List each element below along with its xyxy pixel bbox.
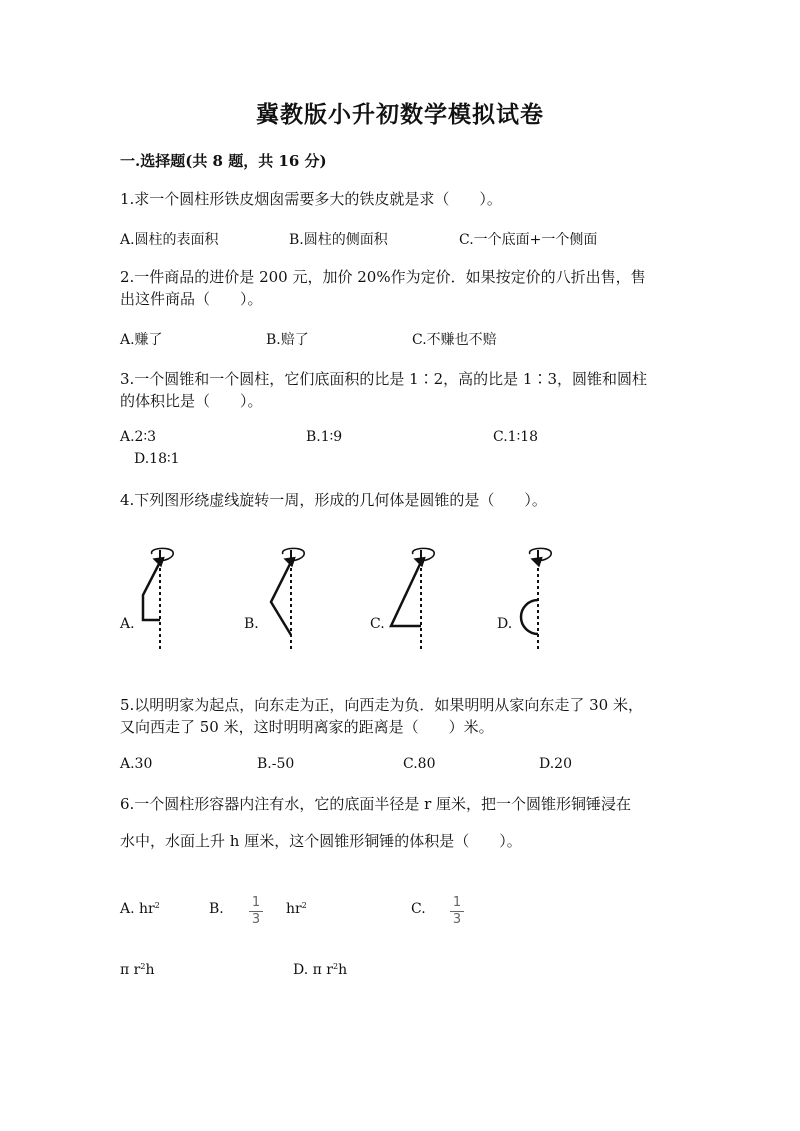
page-title: 冀教版小升初数学模拟试卷 [256, 101, 544, 128]
h-text: h [145, 962, 155, 978]
q6-option-d[interactable] [293, 962, 347, 978]
question-6-line-2: 水中，水面上升 h 厘米，这个圆锥形铜锤的体积是（ ）。 [120, 832, 522, 850]
q3-option-b[interactable]: B.1∶9 [306, 429, 343, 445]
fraction-denominator: 3 [251, 912, 261, 927]
figure-a[interactable] [143, 548, 173, 650]
q6-option-c-label[interactable]: C. [411, 901, 426, 917]
fraction-denominator: 3 [452, 912, 462, 927]
q6-option-d-text: D. π r [293, 962, 333, 978]
q3-option-d[interactable]: D.18∶1 [134, 451, 180, 467]
question-2-line-2: 出这件商品（ ）。 [120, 290, 263, 308]
superscript-2: 2 [301, 901, 307, 910]
q3-option-a[interactable]: A.2∶3 [120, 429, 157, 445]
q1-option-c[interactable]: C.一个底面+一个侧面 [459, 232, 598, 248]
question-1-text: 1.求一个圆柱形铁皮烟囱需要多大的铁皮就是求（ ）。 [120, 190, 502, 208]
figure-label-c[interactable]: C. [370, 616, 385, 632]
q6-option-c-continuation [120, 962, 154, 978]
q5-option-d[interactable]: D.20 [539, 756, 572, 772]
q1-option-b[interactable]: B.圆柱的侧面积 [289, 232, 388, 248]
q5-option-a[interactable]: A.30 [120, 756, 153, 772]
q6-option-b-label[interactable]: B. [209, 901, 224, 917]
h-text: h [338, 962, 348, 978]
fraction-one-third-c [447, 896, 467, 927]
question-3-line-2: 的体积比是（ ）。 [120, 392, 263, 410]
question-3-line-1: 3.一个圆锥和一个圆柱，它们底面积的比是 1∶2，高的比是 1∶3，圆锥和圆柱 [120, 370, 648, 388]
fraction-one-third-b [246, 896, 266, 927]
question-4-text: 4.下列图形绕虚线旋转一周，形成的几何体是圆锥的是（ ）。 [120, 491, 547, 509]
q6-option-b-tail [286, 901, 307, 917]
fraction-numerator: 1 [452, 895, 462, 910]
superscript-2: 2 [154, 901, 160, 910]
question-2-line-1: 2.一件商品的进价是 200 元，加价 20%作为定价．如果按定价的八折出售，售 [120, 268, 646, 286]
q6-option-a[interactable] [120, 901, 160, 917]
pi-r-text: π r [120, 962, 141, 978]
q2-option-c[interactable]: C.不赚也不赔 [412, 332, 497, 348]
q5-option-c[interactable]: C.80 [403, 756, 436, 772]
question-6-line-1: 6.一个圆柱形容器内注有水，它的底面半径是 r 厘米，把一个圆锥形铜锤浸在 [120, 795, 632, 813]
rotation-figures [115, 540, 575, 660]
figure-b[interactable] [271, 548, 304, 650]
fraction-numerator: 1 [251, 895, 261, 910]
question-5-line-1: 5.以明明家为起点，向东走为正，向西走为负．如果明明从家向东走了 30 米， [120, 696, 643, 714]
figure-label-a[interactable]: A. [120, 616, 135, 632]
section-heading: 一.选择题(共 8 题，共 16 分) [120, 152, 327, 170]
figure-label-d[interactable]: D. [497, 616, 513, 632]
q5-option-b[interactable]: B.-50 [257, 756, 295, 772]
superscript-2: 2 [332, 962, 339, 971]
figure-c[interactable] [391, 548, 434, 650]
q2-option-b[interactable]: B.赔了 [266, 332, 309, 348]
question-5-line-2: 又向西走了 50 米，这时明明离家的距离是（ ）米。 [120, 718, 494, 736]
figure-label-b[interactable]: B. [244, 616, 259, 632]
superscript-2: 2 [140, 962, 146, 971]
q6-option-a-text: A. hr [120, 901, 155, 917]
q2-option-a[interactable]: A.赚了 [120, 332, 163, 348]
q3-option-c[interactable]: C.1∶18 [493, 429, 539, 445]
q6-option-b-text: hr [286, 901, 302, 917]
q1-option-a[interactable]: A.圆柱的表面积 [120, 232, 219, 248]
figure-d[interactable] [521, 548, 551, 650]
